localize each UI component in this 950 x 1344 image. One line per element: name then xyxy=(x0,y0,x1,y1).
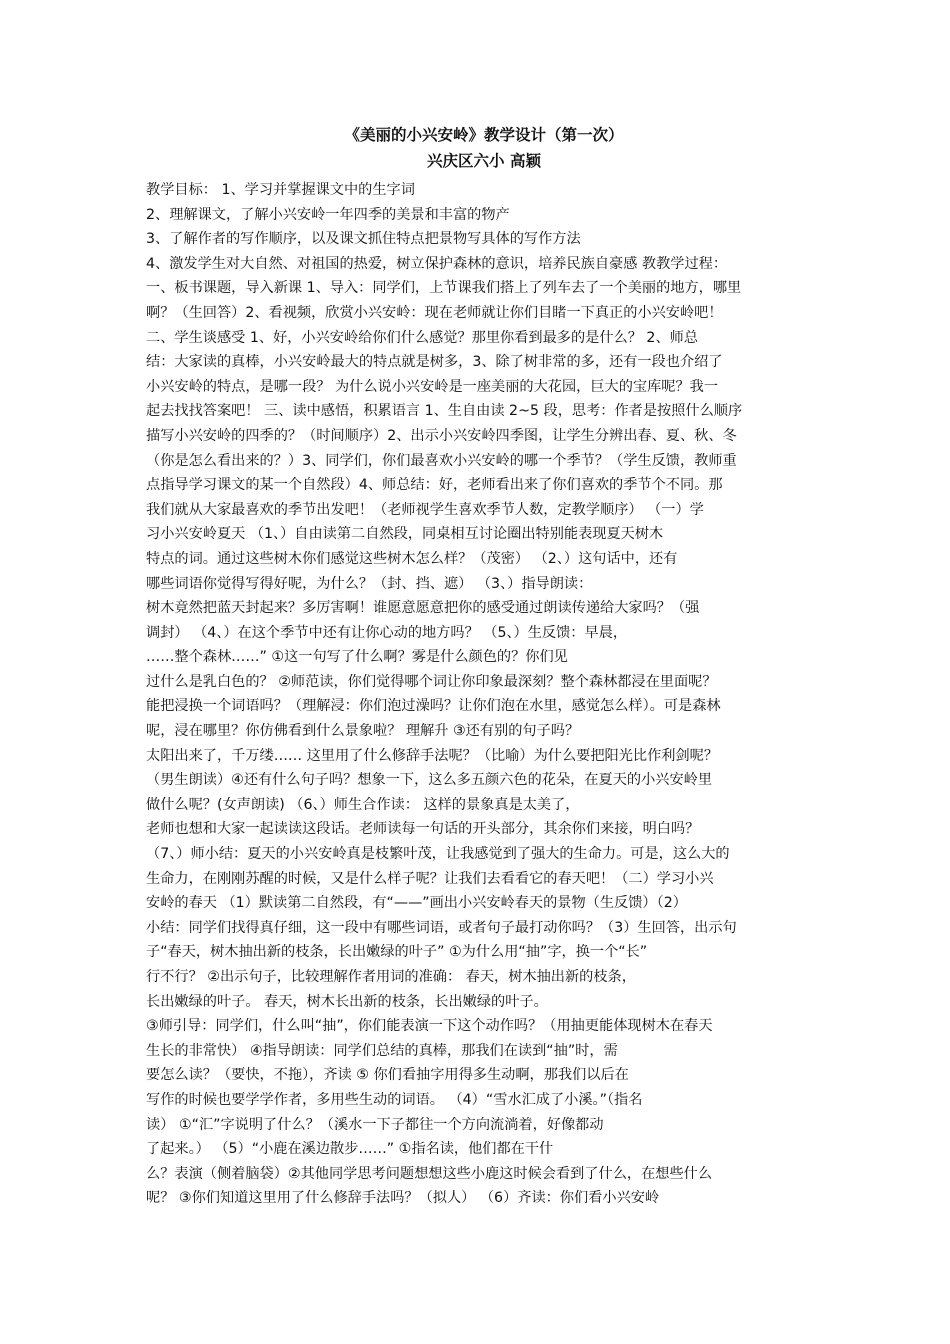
body-line: ……整个森林……” ①这一句写了什么啊？雾是什么颜色的？你们见 xyxy=(146,649,568,666)
body-line: 安岭的春天 （1）默读第二自然段，有“——”画出小兴安岭春天的景物（生反馈）（2） xyxy=(146,895,687,912)
body-line: 教学目标： 1、学习并掌握课文中的生字词 xyxy=(146,182,415,198)
body-line: 呢，浸在哪里？你仿佛看到什么景象啦？ 理解升 ③还有别的句子吗？ xyxy=(146,723,580,740)
body-line: 么？表演（侧着脑袋）②其他同学思考问题想想这些小鹿这时候会看到了什么，在想些什么 xyxy=(146,1165,713,1182)
body-line: 调封） （4、）在这个季节中还有让你心动的地方吗？ （5、）生反馈：早晨， xyxy=(146,624,628,641)
body-line: ③师引导：同学们，什么叫“抽”，你们能表演一下这个动作吗？（用抽更能体现树木在春天 xyxy=(146,1018,713,1035)
body-line: 树木竟然把蓝天封起来？多厉害啊！谁愿意愿意把你的感受通过朗读传递给大家吗？（强 xyxy=(146,600,700,617)
body-line: 老师也想和大家一起读读这段话。老师读每一句话的开头部分，其余你们来接，明白吗？ xyxy=(146,821,700,838)
body-line: 结：大家读的真棒，小兴安岭最大的特点就是树多，3、除了树非常的多，还有一段也介绍了 xyxy=(146,354,723,371)
body-line: 写作的时候也要学学作者，多用些生动的词语。 （4）“雪水汇成了小溪。”（指名 xyxy=(146,1091,643,1108)
body-line: 过什么是乳白色的？ ②师范读，你们觉得哪个词让你印象最深刻？整个森林都浸在里面呢？ xyxy=(146,673,717,690)
body-line: 点指导学习课文的某一个自然段）4、师总结：好，老师看出来了你们喜欢的季节个不同。那 xyxy=(146,477,723,494)
document-body xyxy=(146,178,822,1211)
body-line: 太阳出来了，千万缕…… 这里用了什么修辞手法呢？（比喻）为什么要把阳光比作利剑呢？ xyxy=(146,747,719,764)
body-line: 起去找找答案吧！ 三、读中感悟，积累语言 1、生自由读 2~5 段，思考：作者是按照什么顺序 xyxy=(146,403,743,420)
body-line: 小结：同学们找得真仔细，这一段中有哪些词语，或者句子最打动你吗？（3）生回答，出示句 xyxy=(146,919,737,936)
body-line: 要怎么读？（要快，不拖），齐读 ⑤ 你们看抽字用得多生动啊，那我们以后在 xyxy=(146,1067,629,1084)
body-line: 哪些词语你觉得写得好呢，为什么？（封、挡、遮） （3、）指导朗读： xyxy=(146,575,593,592)
body-line: （男生朗读）④还有什么句子吗？想象一下，这么多五颜六色的花朵，在夏天的小兴安岭里 xyxy=(146,772,713,789)
body-line: 2、理解课文，了解小兴安岭一年四季的美景和丰富的物产 xyxy=(146,206,510,223)
body-line: 能把浸换一个词语吗？（理解浸：你们泡过澡吗？让你们泡在水里，感觉怎么样）。可是森林 xyxy=(146,698,721,715)
body-line: 描写小兴安岭的四季的？（时间顺序）2、出示小兴安岭四季图，让学生分辨出春、夏、秋、冬 xyxy=(146,427,737,444)
body-line: 做什么呢？(女声朗读) （6、）师生合作读： 这样的景象真是太美了， xyxy=(146,796,580,813)
body-line: 呢？ ③你们知道这里用了什么修辞手法吗？（拟人） （6）齐读：你们看小兴安岭 xyxy=(146,1190,660,1207)
body-line: 3、了解作者的写作顺序，以及课文抓住特点把景物写具体的写作方法 xyxy=(146,231,581,248)
body-line: 啊？（生回答）2、看视频，欣赏小兴安岭：现在老师就让你们目睹一下真正的小兴安岭吧！ xyxy=(146,304,723,321)
document-title: 《美丽的小兴安岭》教学设计（第一次） xyxy=(344,126,624,144)
body-line: 4、激发学生对大自然、对祖国的热爱，树立保护森林的意识，培养民族自豪感 教教学过程： xyxy=(146,255,728,272)
body-line: 长出嫩绿的叶子。 春天，树木长出新的枝条，长出嫩绿的叶子。 xyxy=(146,993,548,1010)
body-line: 了起来。） （5）“小鹿在溪边散步……” ①指名读，他们都在干什 xyxy=(146,1141,554,1158)
body-line: 子“春天，树木抽出新的枝条，长出嫩绿的叶子” ①为什么用“抽”字，换一个“长” xyxy=(146,944,648,961)
body-line: 行不行？ ②出示句子，比较理解作者用词的准确： 春天，树木抽出新的枝条， xyxy=(146,969,636,985)
body-line: 生命力，在刚刚苏醒的时候，又是什么样子呢？让我们去看看它的春天吧！（二）学习小兴 xyxy=(146,870,714,887)
body-line: 我们就从大家最喜欢的季节出发吧！（老师视学生喜欢季节人数，定教学顺序） （一）学 xyxy=(146,501,704,518)
body-line: 特点的词。通过这些树木你们感觉这些树木怎么样？（茂密） （2、）这句话中，还有 xyxy=(146,550,678,567)
document-author: 兴庆区六小 高颖 xyxy=(427,152,541,170)
body-line: 生长的非常快） ④指导朗读：同学们总结的真棒，那我们在读到“抽”时，需 xyxy=(146,1042,618,1059)
body-line: 一、板书课题，导入新课 1、导入：同学们，上节课我们搭上了列车去了一个美丽的地方，哪里 xyxy=(146,280,742,297)
body-line: 小兴安岭的特点，是哪一段？ 为什么说小兴安岭是一座美丽的大花园，巨大的宝库呢？我一 xyxy=(146,378,719,395)
body-line: 读） ①“汇”字说明了什么？（溪水一下子都往一个方向流淌着，好像都动 xyxy=(146,1116,604,1133)
body-line: 习小兴安岭夏天 （1、）自由读第二自然段，同桌相互讨论圈出特别能表现夏天树木 xyxy=(146,526,664,543)
body-line: （你是怎么看出来的？）3、同学们，你们最喜欢小兴安岭的哪一个季节？（学生反馈，教师重 xyxy=(146,452,737,469)
body-line: （7、）师小结：夏天的小兴安岭真是枝繁叶茂，让我感觉到了强大的生命力。可是，这么大的 xyxy=(146,846,730,863)
body-line: 二、学生谈感受 1、好，小兴安岭给你们什么感觉？那里你看到最多的是什么？ 2、师总 xyxy=(146,329,699,346)
